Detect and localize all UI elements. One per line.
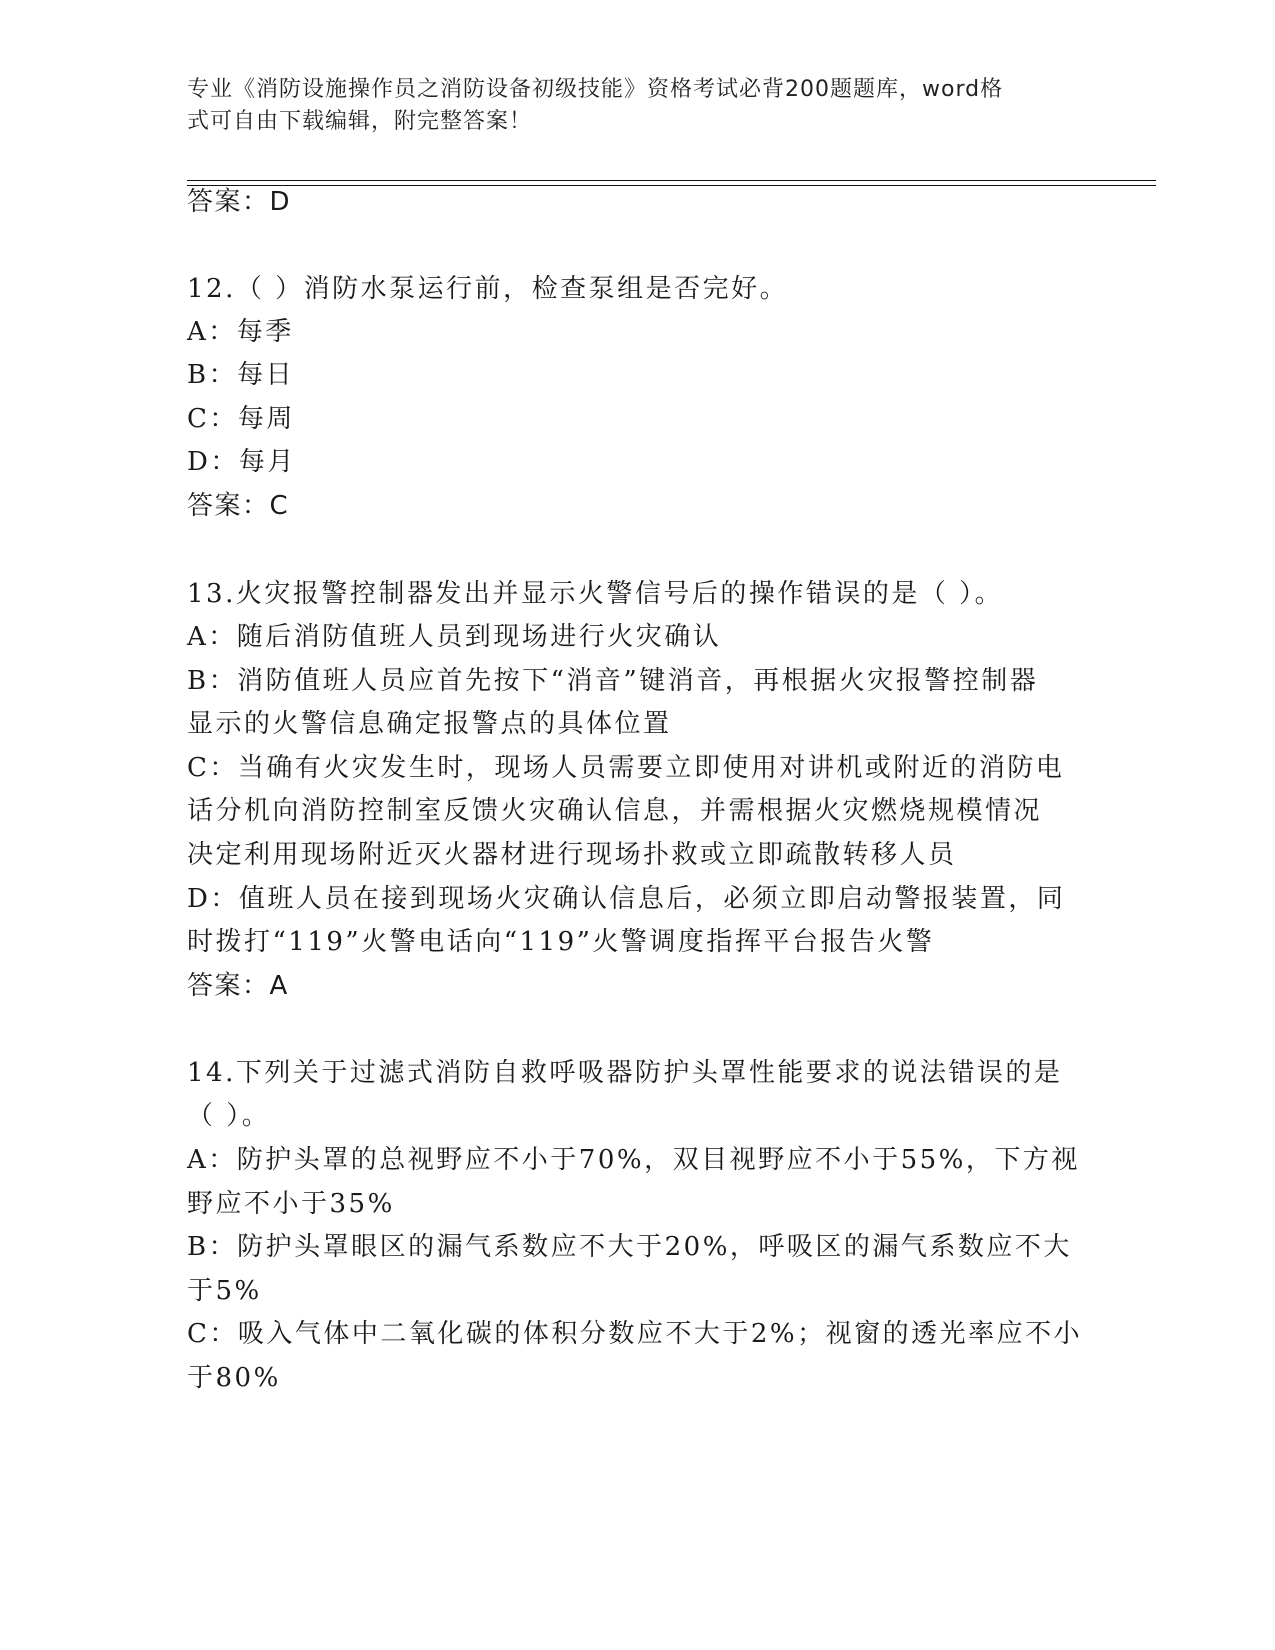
question-13-option-c-line-2: 话分机向消防控制室反馈火灾确认信息，并需根据火灾燃烧规模情况 (187, 796, 1043, 826)
question-14-option-a-line-1: A：防护头罩的总视野应不小于70%，双目视野应不小于55%，下方视 (187, 1145, 1080, 1175)
question-13-option-c-line-3: 决定利用现场附近灭火器材进行现场扑救或立即疏散转移人员 (187, 840, 957, 870)
question-14-option-c-line-2: 于80% (187, 1363, 281, 1393)
answer-q12: 答案：C (187, 491, 290, 521)
question-14-option-a-line-2: 野应不小于35% (187, 1189, 395, 1219)
question-13-option-c-line-1: C：当确有火灾发生时，现场人员需要立即使用对讲机或附近的消防电 (187, 753, 1065, 783)
question-14-option-b-line-2: 于5% (187, 1276, 262, 1306)
answer-q11: 答案：D (187, 187, 292, 217)
question-13-option-b-line-2: 显示的火警信息确定报警点的具体位置 (187, 709, 672, 739)
question-14-text-line-2: （ ）。 (187, 1101, 271, 1131)
question-12-option-a: A：每季 (187, 317, 294, 347)
question-12-text: 12.（ ）消防水泵运行前，检查泵组是否完好。 (187, 274, 789, 304)
question-12-option-d: D：每月 (187, 447, 296, 477)
answer-q13: 答案：A (187, 971, 289, 1001)
question-14-option-c-line-1: C：吸入气体中二氧化碳的体积分数应不大于2%；视窗的透光率应不小 (187, 1319, 1083, 1349)
question-14-text-line-1: 14.下列关于过滤式消防自救呼吸器防护头罩性能要求的说法错误的是 (187, 1058, 1063, 1088)
question-13-option-d-line-2: 时拨打“119”火警电话向“119”火警调度指挥平台报告火警 (187, 927, 935, 957)
question-13-option-d-line-1: D：值班人员在接到现场火灾确认信息后，必须立即启动警报装置，同 (187, 884, 1066, 914)
question-12-option-b: B：每日 (187, 360, 295, 390)
question-12-option-c: C：每周 (187, 404, 295, 434)
header-line-2: 式可自由下载编辑，附完整答案！ (187, 109, 533, 134)
document-header (187, 74, 1067, 138)
question-13-option-b-line-1: B：消防值班人员应首先按下“消音”键消音，再根据火灾报警控制器 (187, 666, 1039, 696)
question-13-text: 13.火灾报警控制器发出并显示火警信号后的操作错误的是（ ）。 (187, 579, 1004, 609)
header-line-1: 专业《消防设施操作员之消防设备初级技能》资格考试必背200题题库，word格 (187, 77, 1004, 102)
question-14-option-b-line-1: B：防护头罩眼区的漏气系数应不大于20%，呼吸区的漏气系数应不大 (187, 1232, 1072, 1262)
question-13-option-a: A：随后消防值班人员到现场进行火灾确认 (187, 622, 722, 652)
